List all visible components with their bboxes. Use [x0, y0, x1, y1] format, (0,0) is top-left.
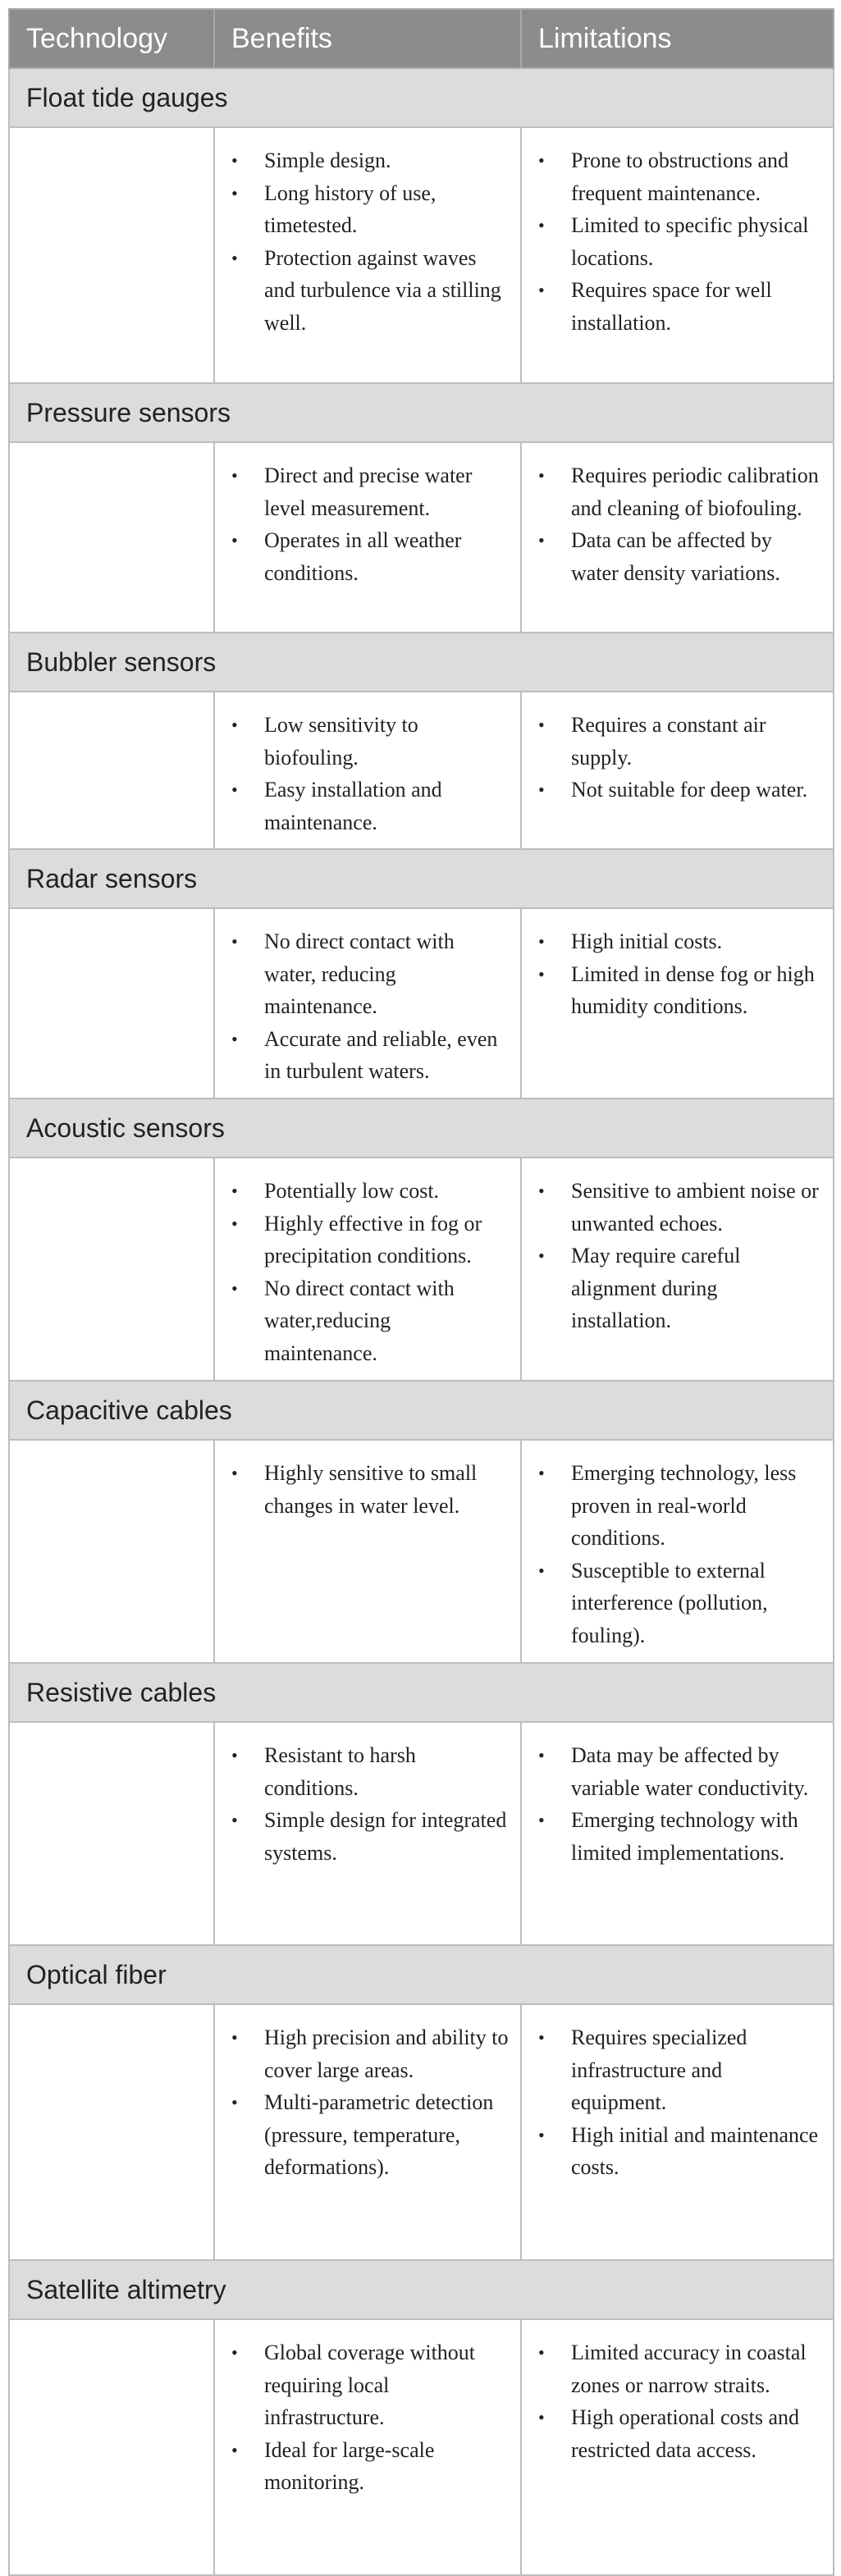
- limitations-cell: [521, 2319, 834, 2575]
- benefits-list: [215, 443, 520, 597]
- benefits-list: [215, 128, 520, 347]
- limitation-item: • Limited accuracy in coastal zones or narrow straits.: [571, 2336, 821, 2401]
- technology-name: Bubbler sensors: [9, 633, 834, 692]
- limitations-list: [522, 2320, 833, 2474]
- table-row: [9, 1158, 834, 1381]
- empty-cell: [9, 1440, 214, 1663]
- technology-name: Float tide gauges: [9, 68, 834, 127]
- empty-cell: [9, 127, 214, 383]
- limitation-item: • Emerging technology with limited implementations.: [571, 1804, 821, 1869]
- limitation-item: • Data may be affected by variable water conductivity.: [571, 1739, 821, 1804]
- limitation-item: • Limited in dense fog or high humidity conditions.: [571, 958, 821, 1023]
- benefit-item: • Highly sensitive to small changes in water level.: [264, 1457, 509, 1522]
- limitations-list: [522, 1158, 833, 1345]
- benefits-list: [215, 1158, 520, 1377]
- limitations-list: [522, 1441, 833, 1660]
- benefit-item: • Simple design.: [264, 144, 509, 177]
- benefit-item: • No direct contact with water, reducing maintenance.: [264, 925, 509, 1023]
- limitation-item: • Requires periodic calibration and cleaning of biofouling.: [571, 459, 821, 524]
- benefit-item: • High precision and ability to cover large areas.: [264, 2021, 509, 2086]
- benefit-item: • Protection against waves and turbulence via a stilling well.: [264, 242, 509, 340]
- section-row: [9, 1098, 834, 1158]
- benefits-list: [215, 2005, 520, 2192]
- benefits-cell: [214, 1722, 521, 1945]
- technology-name: Optical fiber: [9, 1945, 834, 2004]
- benefits-cell: [214, 2319, 521, 2575]
- section-row: [9, 1945, 834, 2004]
- table-row: [9, 1440, 834, 1663]
- header-limitations: Limitations: [521, 9, 834, 68]
- benefits-list: [215, 909, 520, 1096]
- limitations-list: [522, 128, 833, 347]
- limitations-cell: [521, 127, 834, 383]
- limitation-item: • Limited to specific physical locations.: [571, 209, 821, 274]
- header-benefits: Benefits: [214, 9, 521, 68]
- benefits-cell: [214, 127, 521, 383]
- limitation-item: • Requires a constant air supply.: [571, 709, 821, 774]
- benefits-cell: [214, 2004, 521, 2260]
- benefit-item: • Potentially low cost.: [264, 1175, 509, 1208]
- limitations-cell: [521, 1440, 834, 1663]
- table-body: [9, 68, 834, 2575]
- limitations-list: [522, 443, 833, 597]
- benefits-cell: [214, 442, 521, 633]
- benefits-list: [215, 1723, 520, 1877]
- technology-name: Resistive cables: [9, 1663, 834, 1722]
- table-row: [9, 1722, 834, 1945]
- limitation-item: • Emerging technology, less proven in real-world conditions.: [571, 1457, 821, 1555]
- benefit-item: • Global coverage without requiring local infrastructure.: [264, 2336, 509, 2434]
- limitation-item: • High initial and maintenance costs.: [571, 2119, 821, 2184]
- section-row: [9, 1381, 834, 1440]
- technology-name: Acoustic sensors: [9, 1098, 834, 1158]
- empty-cell: [9, 1722, 214, 1945]
- benefit-item: • No direct contact with water,reducing maintenance.: [264, 1272, 509, 1370]
- limitation-item: • Not suitable for deep water.: [571, 774, 821, 806]
- section-row: [9, 849, 834, 908]
- benefit-item: • Low sensitivity to biofouling.: [264, 709, 509, 774]
- benefits-list: [215, 692, 520, 847]
- limitations-list: [522, 2005, 833, 2192]
- benefit-item: • Direct and precise water level measurement.: [264, 459, 509, 524]
- section-row: [9, 633, 834, 692]
- empty-cell: [9, 908, 214, 1098]
- benefit-item: • Easy installation and maintenance.: [264, 774, 509, 838]
- benefits-cell: [214, 1158, 521, 1381]
- limitation-item: • May require careful alignment during installation.: [571, 1240, 821, 1337]
- technology-comparison-table: [8, 8, 834, 2576]
- benefit-item: • Accurate and reliable, even in turbulent waters.: [264, 1023, 509, 1088]
- benefits-cell: [214, 692, 521, 849]
- table-row: [9, 908, 834, 1098]
- empty-cell: [9, 2004, 214, 2260]
- limitations-cell: [521, 1158, 834, 1381]
- benefit-item: • Resistant to harsh conditions.: [264, 1739, 509, 1804]
- table-row: [9, 127, 834, 383]
- limitations-cell: [521, 1722, 834, 1945]
- technology-name: Radar sensors: [9, 849, 834, 908]
- section-row: [9, 2260, 834, 2319]
- limitations-cell: [521, 692, 834, 849]
- table-row: [9, 692, 834, 849]
- empty-cell: [9, 692, 214, 849]
- limitations-list: [522, 909, 833, 1031]
- limitations-list: [522, 692, 833, 815]
- technology-name: Capacitive cables: [9, 1381, 834, 1440]
- limitations-cell: [521, 908, 834, 1098]
- section-row: [9, 68, 834, 127]
- header-row: [9, 9, 834, 68]
- empty-cell: [9, 1158, 214, 1381]
- limitations-cell: [521, 2004, 834, 2260]
- limitation-item: • Susceptible to external interference (pollution, fouling).: [571, 1555, 821, 1652]
- benefit-item: • Multi-parametric detection (pressure, temperature, deformations).: [264, 2086, 509, 2184]
- benefits-list: [215, 2320, 520, 2507]
- limitation-item: • Prone to obstructions and frequent maintenance.: [571, 144, 821, 209]
- benefits-cell: [214, 908, 521, 1098]
- section-row: [9, 1663, 834, 1722]
- benefit-item: • Long history of use, timetested.: [264, 177, 509, 242]
- empty-cell: [9, 442, 214, 633]
- benefit-item: • Operates in all weather conditions.: [264, 524, 509, 589]
- limitation-item: • Data can be affected by water density variations.: [571, 524, 821, 589]
- limitation-item: • Requires space for well installation.: [571, 274, 821, 339]
- limitation-item: • High initial costs.: [571, 925, 821, 958]
- table-row: [9, 2004, 834, 2260]
- technology-name: Pressure sensors: [9, 383, 834, 442]
- benefits-list: [215, 1441, 520, 1530]
- section-row: [9, 383, 834, 442]
- table-row: [9, 2319, 834, 2575]
- limitation-item: • High operational costs and restricted data access.: [571, 2401, 821, 2466]
- limitation-item: • Sensitive to ambient noise or unwanted echoes.: [571, 1175, 821, 1240]
- limitations-list: [522, 1723, 833, 1877]
- limitation-item: • Requires specialized infrastructure and equipment.: [571, 2021, 821, 2119]
- benefit-item: • Ideal for large-scale monitoring.: [264, 2434, 509, 2499]
- empty-cell: [9, 2319, 214, 2575]
- technology-name: Satellite altimetry: [9, 2260, 834, 2319]
- table-row: [9, 442, 834, 633]
- benefit-item: • Highly effective in fog or precipitation conditions.: [264, 1208, 509, 1272]
- limitations-cell: [521, 442, 834, 633]
- benefits-cell: [214, 1440, 521, 1663]
- header-technology: Technology: [9, 9, 214, 68]
- benefit-item: • Simple design for integrated systems.: [264, 1804, 509, 1869]
